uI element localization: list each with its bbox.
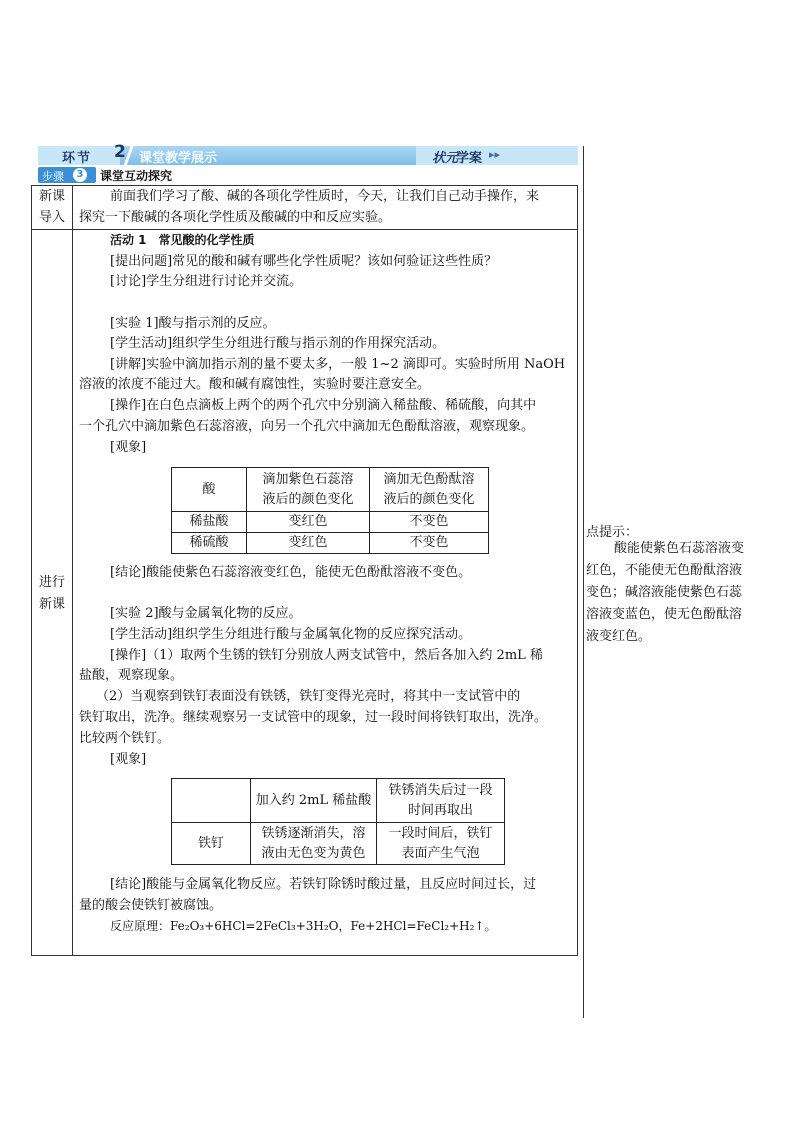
intro-row-label-2: 导入: [38, 210, 65, 225]
table-cell: [377, 823, 505, 865]
table-cell: 不变色: [370, 512, 489, 533]
table-row: [172, 823, 505, 865]
tip-line-4: 溶液变蓝色，使无色酚酞溶: [586, 607, 743, 622]
table-cell-line: 一段时间后，铁钉: [388, 825, 493, 841]
brand-left-text: 状元: [431, 151, 458, 166]
tip-line-3: 变色；碱溶液能使紫色石蕊: [586, 585, 743, 600]
exp2-op-1: [操作]（1）取两个生锈的铁钉分别放人两支试管中，然后各加入约 2mL 稀: [110, 648, 543, 663]
exp2-op-2: 盐酸，观察现象。: [79, 668, 184, 683]
new-row-label-2: 新课: [38, 597, 65, 612]
table-cell: [251, 823, 377, 865]
table-header-line: 液后的颜色变化: [262, 491, 354, 507]
brand-right-text: 学案: [455, 151, 482, 166]
tip-line-1: 酸能使紫色石蕊溶液变: [614, 541, 745, 556]
table-cell-line: 液由无色变为黄色: [261, 845, 366, 861]
exp1-op-2: 一个孔穴中滴加紫色石蕊溶液，向另一个孔穴中滴加无色酚酞溶液，观察现象。: [79, 419, 535, 434]
exp2-op-4: 铁钉取出，洗净。继续观察另一支试管中的现象，过一段时间将铁钉取出，洗净。: [79, 710, 548, 725]
table-header-line: 液后的颜色变化: [383, 491, 475, 507]
step-label: 步骤: [42, 170, 64, 183]
reaction-equation: 反应原理：Fe₂O₃+6HCl=2FeCl₃+3H₂O，Fe+2HCl=FeCl₂+H₂↑。: [110, 919, 497, 933]
table-header-line: 滴加紫色石蕊溶: [262, 471, 354, 487]
table-cell: 变红色: [247, 533, 370, 554]
brand-arrows-icon: ▸▸: [488, 148, 500, 161]
question-text: [提出问题]常见的酸和碱有哪些化学性质呢？该如何验证这些性质？: [110, 254, 498, 269]
label-column-divider: [72, 185, 73, 956]
exp1-explain-2: 溶液的浓度不能过大。酸和碱有腐蚀性，实验时要注意安全。: [79, 377, 431, 392]
section-banner: [38, 142, 578, 166]
section-title: 课堂教学展示: [139, 151, 218, 166]
rust-table: [171, 778, 505, 865]
table-cell: [172, 779, 251, 823]
exp2-conclusion-1: [结论]酸能与金属氧化物反应。若铁钉除锈时酸过量，且反应时间过长，过: [110, 877, 537, 892]
exp1-op-1: [操作]在白色点滴板上两个的两个孔穴中分别滴入稀盐酸、稀硫酸，向其中: [110, 398, 537, 413]
table-header-line: 滴加无色酚酞溶: [383, 471, 475, 487]
table-cell: 稀硫酸: [172, 533, 247, 554]
exp2-op-5: 比较两个铁钉。: [79, 731, 171, 746]
table-header: [370, 468, 489, 512]
indicator-table: [171, 467, 489, 554]
tip-title: 点提示：: [586, 525, 639, 540]
new-row-label-1: 进行: [38, 575, 65, 590]
frame-right-border: [577, 185, 578, 956]
tip-line-2: 红色，不能使无色酚酞溶液: [586, 563, 743, 578]
exp1-obs: [观象]: [110, 440, 147, 455]
section-label: 环节: [62, 151, 93, 166]
table-cell: 铁钉: [172, 823, 251, 865]
table-header: 酸: [172, 468, 247, 512]
table-cell: 稀盐酸: [172, 512, 247, 533]
exp1-explain-1: [讲解]实验中滴加指示剂的量不要太多，一般 1~2 滴即可。实验时所用 NaOH: [110, 357, 566, 372]
exp2-activity: [学生活动]组织学生分组进行酸与金属氧化物的反应探究活动。: [110, 627, 472, 642]
activity-title: 活动 1 常见酸的化学性质: [110, 233, 255, 247]
exp1-title: [实验 1]酸与指示剂的反应。: [110, 316, 276, 331]
table-header: [247, 468, 370, 512]
table-header-line: 时间再取出: [407, 802, 473, 818]
table-cell-line: 表面产生气泡: [401, 845, 480, 861]
table-cell: 不变色: [370, 533, 489, 554]
exp2-obs: [观象]: [110, 752, 147, 767]
intro-line-2: 探究一下酸碱的各项化学性质及酸碱的中和反应实验。: [79, 210, 392, 225]
step-badge: [38, 167, 96, 183]
table-header-line: 铁锈消失后过一段: [388, 782, 493, 798]
table-cell-line: 铁锈逐渐消失，溶: [261, 825, 366, 841]
step-number: 3: [73, 168, 87, 182]
table-cell: 变红色: [247, 512, 370, 533]
exp1-conclusion: [结论]酸能使紫色石蕊溶液变红色，能使无色酚酞溶液不变色。: [110, 565, 472, 580]
tip-line-5: 液变红色。: [586, 629, 652, 644]
frame-left-border: [31, 185, 32, 956]
intro-line-1: 前面我们学习了酸、碱的各项化学性质时，今天，让我们自己动手操作，来: [110, 189, 540, 204]
intro-row-label-1: 新课: [38, 189, 65, 204]
frame-bottom-border: [31, 955, 578, 956]
table-header: [377, 779, 505, 823]
section-number: 2: [114, 142, 126, 162]
exp2-title: [实验 2]酸与金属氧化物的反应。: [110, 606, 302, 621]
margin-divider: [583, 146, 584, 1018]
table-header: 加入约 2mL 稀盐酸: [251, 779, 377, 823]
step-title: 课堂互动探究: [100, 169, 173, 183]
exp1-activity: [学生活动]组织学生分组进行酸与指示剂的作用探究活动。: [110, 336, 446, 351]
table-row: [172, 512, 489, 533]
discuss-text: [讨论]学生分组进行讨论并交流。: [110, 274, 303, 289]
table-row: [172, 533, 489, 554]
exp2-conclusion-2: 量的酸会使铁钉被腐蚀。: [79, 898, 223, 913]
exp2-op-3: （2）当观察到铁钉表面没有铁锈，铁钉变得光亮时，将其中一支试管中的: [96, 689, 521, 704]
step-row: [38, 167, 578, 183]
